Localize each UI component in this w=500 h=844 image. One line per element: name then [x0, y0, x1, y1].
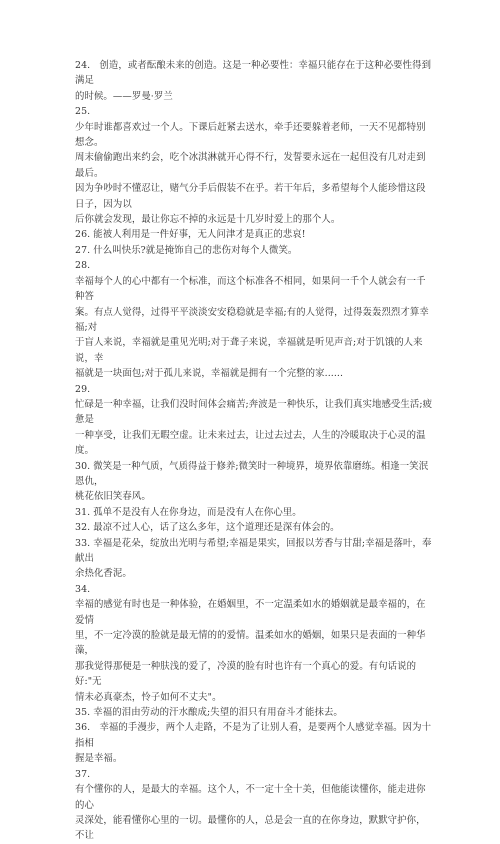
- text-line: 有个懂你的人，是最大的幸福。这个人，不一定十全十美，但他能读懂你，能走进你的心: [75, 784, 426, 811]
- text-line: 桃花依旧笑春风。: [75, 491, 151, 503]
- text-line: 34.: [75, 583, 91, 595]
- text-line: 幸福的感觉有时也是一种体验，在婚姻里，不一定温柔如水的婚姻就是最幸福的，在爱情: [75, 599, 426, 626]
- text-line: 情未必真豪杰，怜子如何不丈夫"。: [75, 691, 222, 703]
- text-line: 的时候。——罗曼·罗兰: [75, 90, 173, 102]
- text-line: 那我觉得那便是一种肤浅的爱了，冷漠的脸有时也许有一个真心的爱。有句话说的好:"无: [75, 660, 417, 688]
- text-line: 29.: [75, 383, 91, 395]
- text-line: 幸福每个人的心中都有一个标准，而这个标准各不相同，如果问一千个人就会有一千种答: [75, 275, 426, 303]
- text-line: 忙碌是一种幸福，让我们没时间体会痛苦;奔波是一种快乐，让我们真实地感受生活;疲惫是: [75, 398, 433, 426]
- text-line: 32. 最凉不过人心，话了这么多年，这个道理还是深有体会的。: [75, 522, 340, 534]
- text-line: 余热化香泥。: [75, 568, 132, 580]
- text-line: 福就是一块面包;对于孤儿来说，幸福就是拥有一个完整的家......: [75, 368, 344, 380]
- text-line: 30. 微笑是一种气质，气质得益于修养;微笑时一种境界，境界依靠磨练。相逢一笑泯恩仇，: [75, 460, 429, 487]
- text-line: 案。有点人觉得，过得平平淡淡安安稳稳就是幸福;有的人觉得，过得轰轰烈烈才算幸福;对: [75, 306, 429, 333]
- text-line: 28.: [75, 260, 91, 272]
- text-line: 周末偷偷跑出来约会，吃个冰淇淋就开心得不行，发誓要永远在一起但没有几对走到最后。: [75, 152, 426, 179]
- text-line: 25.: [75, 106, 91, 118]
- text-line: 一种享受，让我们无暇空虚。让未来过去，让过去过去，人生的冷暖取决于心灵的温度。: [75, 429, 426, 457]
- text-line: 因为争吵时不懂忍让，赌气分手后假装不在乎。若干年后，多希望每个人能珍惜这段日子，因为以: [75, 183, 426, 210]
- text-line: 24. 创造，或者酝酿未来的创造。这是一种必要性：幸福只能存在于这种必要性得到满足: [75, 60, 432, 87]
- text-line: 27. 什么叫快乐?就是掩饰自己的悲伤对每个人微笑。: [75, 244, 298, 256]
- text-line: 35. 幸福的泪由劳动的汗水酿成;失望的泪只有用奋斗才能抹去。: [75, 707, 343, 719]
- text-line: 31. 孤单不是没有人在你身边，而是没有人在你心里。: [75, 506, 302, 518]
- text-line: 37.: [75, 768, 91, 780]
- document-body: [75, 58, 435, 844]
- text-line: 灵深处，能看懂你心里的一切。最懂你的人，总是会一直的在你身边，默默守护你，不让: [75, 814, 426, 842]
- text-line: 里，不一定冷漠的脸就是最无情的的爱情。温柔如水的婚姻，如果只是表面的一种华藻，: [75, 630, 426, 657]
- text-line: 26. 能被人利用是一件好事，无人问津才是真正的悲哀!: [75, 229, 306, 241]
- text-line: 36. 幸福的手漫步，两个人走路，不是为了让别人看，是要两个人感觉幸福。因为十指相: [75, 722, 432, 749]
- text-line: 33. 幸福是花朵，绽放出光明与希望;幸福是果实，回报以芳香与甘甜;幸福是落叶，奉献出: [75, 537, 432, 564]
- text-line: 握是幸福。: [75, 753, 123, 765]
- text-line: 后你就会发现，最让你忘不掉的永远是十几岁时爱上的那个人。: [75, 214, 341, 226]
- text-line: 于盲人来说，幸福就是重见光明;对于聋子来说，幸福就是听见声音;对于饥饿的人来说，幸: [75, 337, 423, 364]
- text-line: 少年时谁都喜欢过一个人。下课后赶紧去送水，牵手还要躲着老师，一天不见都特别想念。: [75, 121, 426, 149]
